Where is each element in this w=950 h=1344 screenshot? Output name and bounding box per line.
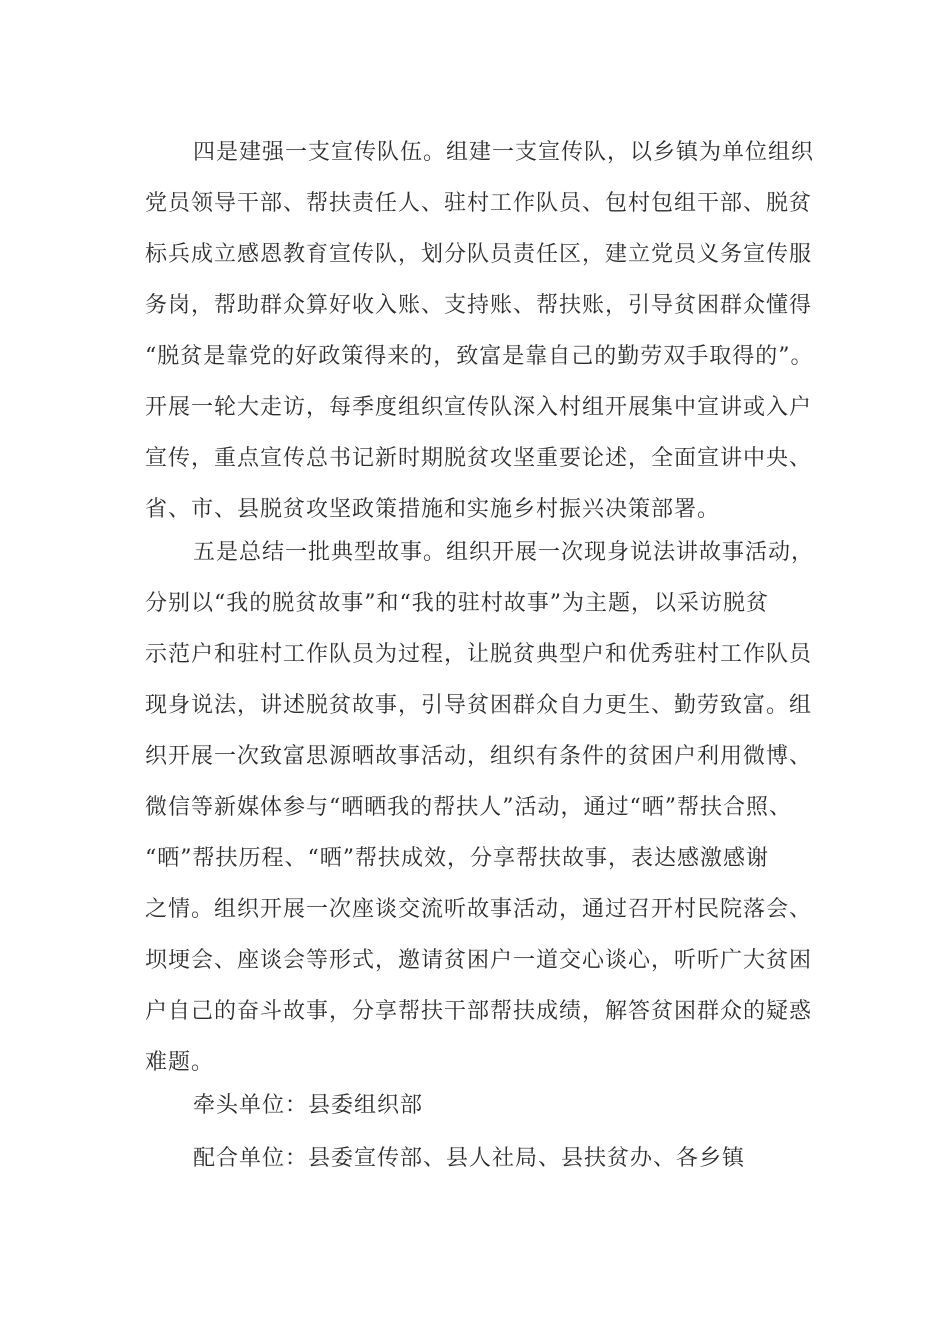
text-line: 示范户和驻村工作队员为过程，让脱贫典型户和优秀驻村工作队员 bbox=[145, 642, 813, 667]
text-line: 之情。组织开展一次座谈交流听故事活动，通过召开村民院落会、 bbox=[145, 897, 813, 922]
text-line: 织开展一次致富思源晒故事活动，组织有条件的贫困户利用微博、 bbox=[145, 744, 813, 769]
text-line: 标兵成立感恩教育宣传队，划分队员责任区，建立党员义务宣传服 bbox=[145, 242, 813, 267]
lead-unit: 牵头单位：县委组织部 bbox=[193, 1093, 424, 1118]
text-line: 宣传，重点宣传总书记新时期脱贫攻坚重要论述，全面宣讲中央、 bbox=[145, 446, 813, 471]
text-line: “脱贫是靠党的好政策得来的，致富是靠自己的勤劳双手取得的”。 bbox=[145, 344, 814, 369]
text-line: 微信等新媒体参与“晒晒我的帮扶人”活动，通过“晒”帮扶合照、 bbox=[145, 795, 792, 820]
text-line: 现身说法，讲述脱贫故事，引导贫困群众自力更生、勤劳致富。组 bbox=[145, 693, 813, 718]
text-line: “晒”帮扶历程、“晒”帮扶成效，分享帮扶故事，表达感激感谢 bbox=[145, 846, 769, 871]
text-line: 务岗，帮助群众算好收入账、支持账、帮扶账，引导贫困群众懂得 bbox=[145, 293, 813, 318]
text-line: 四是建强一支宣传队伍。组建一支宣传队，以乡镇为单位组织 bbox=[193, 140, 815, 165]
paragraph-propaganda-team bbox=[145, 127, 815, 535]
text-line: 开展一轮大走访，每季度组织宣传队深入村组开展集中宣讲或入户 bbox=[145, 395, 813, 420]
cooperating-units: 配合单位：县委宣传部、县人社局、县扶贫办、各乡镇 bbox=[193, 1146, 746, 1171]
text-line: 户自己的奋斗故事，分享帮扶干部帮扶成绩，解答贫困群众的疑惑 bbox=[145, 999, 813, 1024]
text-line: 坝埂会、座谈会等形式，邀请贫困户一道交心谈心，听听广大贫困 bbox=[145, 948, 813, 973]
text-line: 难题。 bbox=[145, 1050, 215, 1075]
text-line: 省、市、县脱贫攻坚政策措施和实施乡村振兴决策部署。 bbox=[145, 497, 721, 522]
text-line: 分别以“我的脱贫故事”和“我的驻村故事”为主题，以采访脱贫 bbox=[145, 591, 769, 616]
text-line: 党员领导干部、帮扶责任人、驻村工作队员、包村包组干部、脱贫 bbox=[145, 191, 813, 216]
text-line: 五是总结一批典型故事。组织开展一次现身说法讲故事活动， bbox=[193, 540, 815, 565]
paragraph-typical-stories bbox=[145, 527, 815, 1088]
